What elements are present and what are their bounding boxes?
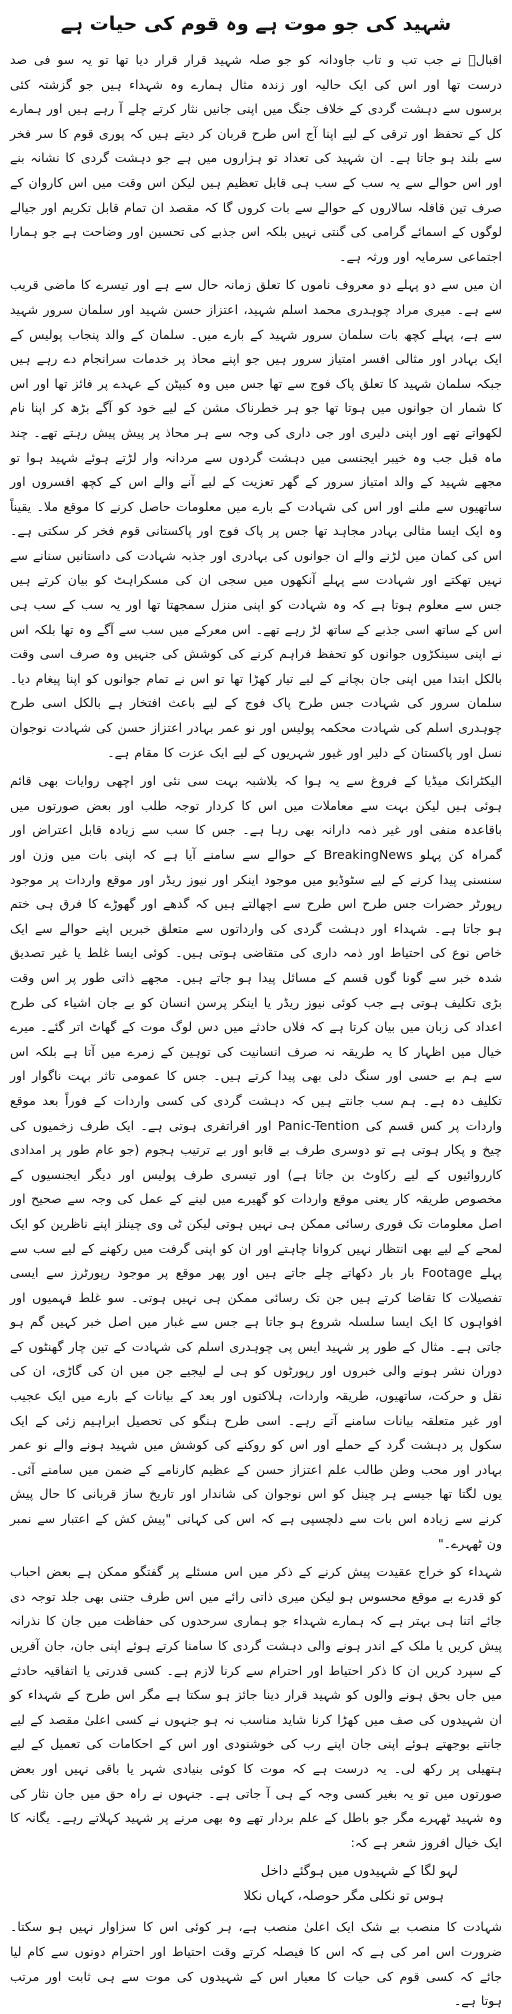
article-paragraph-3: الیکٹرانک میڈیا کے فروغ سے یہ ہوا کہ بلاشبہ بہت سی نئی اور اچھی روایات بھی قائم ہوئی ہیں لیکن بہت سے معاملات میں اس کا کردار توجہ طلب اور بعض صورتوں میں باقاعدہ منفی اور غیر ذمہ دارانہ بھی رہا ہے۔ جس کا سب سے زیادہ قابل اعتراض اور گمراہ کن پہلو BreakingNews کے حوالے سے سامنے آیا ہے کہ اپنی بات میں وزن اور سنسنی پیدا کرنے کے لیے سٹوڈیو میں موجود اینکر اور نیوز ریڈر اور موقع واردات پر موجود رپورٹر حضرات جس طرح اس طرح سے اچھالتے ہیں کہ گدھے اور گھوڑے کا فرق ہی ختم ہو جاتا ہے۔ شہداء اور دہشت گردی کی وارداتوں سے متعلق خبریں اپنے حوالے سے ایک خاص نوع کی احتیاط اور ذمہ داری کی متقاضی ہوتی ہیں۔ کوئی ایسا غلط یا غیر تصدیق شدہ خبر سے گونا گوں قسم کے مسائل پیدا ہو جاتے ہیں۔ مجھے ذاتی طور پر اس وقت بڑی تکلیف ہوتی ہے جب کوئی نیوز ریڈر یا اینکر پرسن انسان کو بے جان اشیاء کی طرح اعداد کی زبان میں بیان کرتا ہے کہ فلاں حادثے میں دس لوگ موت کے گھاٹ اتر گئے۔ میرے خیال میں اظہار کا یہ طریقہ نہ صرف انسانیت کی توہین کے زمرے میں آتا ہے بلکہ اس سے ہم بے حسی اور سنگ دلی بھی پیدا کرتے ہیں۔ جس کا عمومی تاثر بہت ناگوار اور تکلیف دہ ہے۔ ہم سب جانتے ہیں کہ دہشت گردی کی کسی واردات کے فوراً بعد موقع واردات پر کس قسم کی Panic-Tention اور افراتفری ہوتی ہے۔ ایک طرف زخمیوں کی چیخ و پکار ہوتی ہے تو دوسری طرف بے قابو اور بے ترتیب ہجوم (جو عام طور پر امدادی کارروائیوں کے لیے رکاوٹ بن جاتا ہے) اور تیسری طرف پولیس اور دیگر ایجنسیوں کے مخصوص طریقہ کار یعنی موقع واردات کو گھیرے میں لینے کے عمل کی وجہ سے صحیح اور اصل معلومات تک فوری رسائی ممکن ہی نہیں ہوتی لیکن ٹی وی چینلز اپنے ناظرین کو ایک لمحے کے لیے بھی انتظار نہیں کروانا چاہتے اور ان کو اپنی گرفت میں رکھنے کے لیے سب سے پہلے Footage بار بار دکھاتے چلے جاتے ہیں اور پھر موقع پر موجود رپورٹرز سے ایسی تفصیلات کا تقاضا کرتے ہیں جن تک رسائی ممکن ہی نہیں ہوتی۔ سو غلط فہمیوں اور افواہوں کا ایک ایسا سلسلہ شروع ہو جاتا ہے جس سے غبار میں اصل خبر کہیں گم ہو جاتی ہے۔ مثال کے طور پر شہید ایس پی چوہدری اسلم کی شہادت کے تین چار گھنٹوں کے دوران نشر ہونے والی خبروں اور رپورٹوں کو ہی لے لیجیے جن میں ان کی گاڑی، ان کی نقل و حرکت، ساتھیوں، طریقہ واردات، ہلاکتوں اور بعد کے بیانات کے بارے میں ایک عجیب اور غیر متعلقہ بیانات سامنے آتے رہے۔ اسی طرح ہنگو کی تحصیل ابراہیم زئی کے ایک سکول پر دہشت گرد کے حملے اور اس کو روکنے کی کوشش میں شہید ہونے والے نو عمر بہادر اور محب وطن طالب علم اعتزاز حسن کے عظیم کارنامے کے ضمن میں سامنے آئی۔ یوں لگتا تھا جیسے ہر چینل کو اس نوجوان کی شاندار اور تاریخ ساز قربانی کا حال پیش کرنے سے زیادہ اس بات سے دلچسپی ہے کہ اس کی کہانی "پیش کش کے اعتبار سے نمبر ون ٹھہرے۔" bbox=[10, 773, 502, 1551]
poem-couplet bbox=[10, 1859, 502, 1909]
article-closing-paragraph: شہادت کا منصب بے شک ایک اعلیٰ منصب ہے، ہر کوئی اس کا سزاوار نہیں ہو سکتا۔ ضرورت اس امر کی ہے کہ اس کا فیصلہ کرتے وقت احتیاط اور احترام دونوں سے کام لیا جائے کہ کسی قوم کی حیات کا معیار اس کے شہیدوں کی موت سے ہی ثابت اور مرتب ہوتا ہے۔ bbox=[10, 1919, 502, 2009]
article-paragraph-1: اقبالؒ نے جب تب و تاب جاودانہ کو جو صلہ شہید قرار قرار دیا تھا تو یہ سو فی صد درست تھا اور اس کی ایک حالیہ اور زندہ مثال ہمارے وہ شہداء ہیں جو گزشتہ کئی برسوں سے دہشت گردی کے خلاف جنگ میں اپنی جانیں نثار کرتے چلے آ رہے ہیں اور ہمارے کل کے تحفظ اور ترقی کے لیے اپنا آج اس طرح قربان کر دیتے ہیں کہ پوری قوم کا سر فخر سے بلند ہو جاتا ہے۔ ان شہید کی تعداد تو ہزاروں میں ہے جو دہشت گردی کا نشانہ بنے اور اس حوالے سے یہ سب کے سب ہی قابل تعظیم ہیں لیکن اس وقت میں اس کاروان کے صرف تین قافلہ سالاروں کے حوالے سے بات کروں گا کہ مقصد ان تمام قابل تکریم اور جیالے لوگوں کے اسمائے گرامی کی گنتی نہیں بلکہ اس جذبے کی تحسین اور وضاحت ہے جو ہمارا اجتماعی سرمایہ اور ورثہ ہے۔ bbox=[10, 52, 502, 264]
poem-line-2: ہوس تو نکلی مگر حوصلہ، کہاں نکلا bbox=[243, 1889, 444, 1905]
article-paragraph-4: شہداء کو خراج عقیدت پیش کرنے کے ذکر میں اس مسئلے پر گفتگو ممکن ہے بعض احباب کو قدرے بے موقع محسوس ہو لیکن میری ذاتی رائے میں اس طرف جتنی بھی جلد توجہ دی جائے اتنا ہی بہتر ہے کہ ہمارے شہداء جو ہماری سرحدوں کی حفاظت میں جان کا نذرانہ پیش کریں یا ملک کے اندر ہونے والی دہشت گردی کا سامنا کرتے ہوئے اپنی جان، جان آفریں کے سپرد کریں ان کا ذکر احتیاط اور احترام سے کرنا لازم ہے۔ کسی قدرتی یا اتفاقیہ حادثے میں جاں بحق ہونے والوں کو شہید قرار دینا جائز ہو سکتا ہے مگر اس طرح کے شہداء کو ان شہیدوں کی صف میں کھڑا کرنا شاید مناسب نہ ہو جنہوں نے کسی اعلیٰ مقصد کے لیے جانتے بوجھتے ہوئے اپنی جان اپنے رب کی خوشنودی اور اس کے احکامات کی تعمیل کے لیے ہتھیلی پر رکھ لی۔ یہ درست ہے کہ موت کا کوئی بنیادی شہر یا باقی نہیں اور بعض صورتوں میں تو یہ بغیر کسی وجہ کے ہی آ جاتی ہے۔ جنہوں نے راہ حق میں جان نثار کی وہ شہید ٹھہرے مگر جو باطل کے علم بردار تھے وہ بھی مرنے پر شہید کہلاتے رہے۔ یگانہ کا ایک خیال افروز شعر ہے کہ: bbox=[10, 1564, 502, 1850]
poem-line-1: لہو لگا کے شہیدوں میں ہوگئے داخل bbox=[260, 1864, 458, 1880]
article-headline: شہید کی جو موت ہے وہ قوم کی حیات ہے bbox=[60, 13, 452, 35]
article-paragraph-2: ان میں سے دو پہلے دو معروف ناموں کا تعلق زمانہ حال سے ہے اور تیسرے کا ماضی قریب سے ہے۔ میری مراد چوہدری محمد اسلم شہید، اعتزاز حسن شہید اور سلمان سرور شہید سے ہے، پہلے کچھ بات سلمان سرور شہید کے بارے میں۔ سلمان کے والد پنجاب پولیس کے ایک بہادر اور مثالی افسر امتیاز سرور ہیں جو اپنے محاذ پر خدمات سرانجام دے رہے ہیں جبکہ سلمان شہید کا تعلق پاک فوج سے تھا جس میں وہ کیپٹن کے عہدے پر فائز تھا اور اس کا شمار ان جوانوں میں ہوتا تھا جو ہر خطرناک مشن کے لیے خود کو آگے بڑھ کر اپنا نام لکھواتے تھے اور اپنی دلیری اور جی داری کی وجہ سے ہر محاذ پر پیش پیش رہتے تھے۔ چند ماہ قبل جب وہ خیبر ایجنسی میں دہشت گردوں سے مردانہ وار لڑتے ہوئے شہید ہوا تو مجھے شہید کے والد امتیاز سرور کے گھر تعزیت کے لیے آنے والے اس کے کچھ افسروں اور ساتھیوں سے ملنے اور اس کی شہادت کے بارے میں معلومات حاصل کرنے کا موقع ملا۔ یقیناً وہ ایک ایسا مثالی بہادر مجاہد تھا جس پر پاک فوج اور پاکستانی قوم فخر کر سکتی ہے۔ اس کی کمان میں لڑنے والے ان جوانوں کی بہادری اور جذبہ شہادت کی داستانیں سنانے سے نہیں تھکتے اور شہادت سے پہلے آنکھوں میں سجی ان کی مسکراہٹ کو بیان کرتے ہیں جس سے معلوم ہوتا ہے کہ وہ شہادت کو اپنی منزل سمجھتا تھا اور یہ سب کے سب ہی اس کے ساتھ اسی جذبے کے ساتھ لڑ رہے تھے۔ اس معرکے میں سب سے آگے وہ تھا بلکہ اس نے اپنی سینکڑوں جوانوں کو تحفظ فراہم کرنے کی کوشش کی جنہیں وہ صرف اسی وقت بالکل ابتدا میں اپنی جان بچانے کے لیے تیار کھڑا تھا تو اس نے تمام جوانوں کو اپنا پیغام دیا۔ سلمان سرور کی شہادت جس طرح پاک فوج کے لیے باعث افتخار ہے بالکل اسی طرح چوہدری اسلم کی شہادت محکمہ پولیس اور نو عمر بہادر اعتزاز حسن کی شہادت نوجوان نسل اور پاکستان کے دلیر اور غیور شہریوں کے لیے ایک عزت کا مقام ہے۔ bbox=[10, 277, 502, 760]
